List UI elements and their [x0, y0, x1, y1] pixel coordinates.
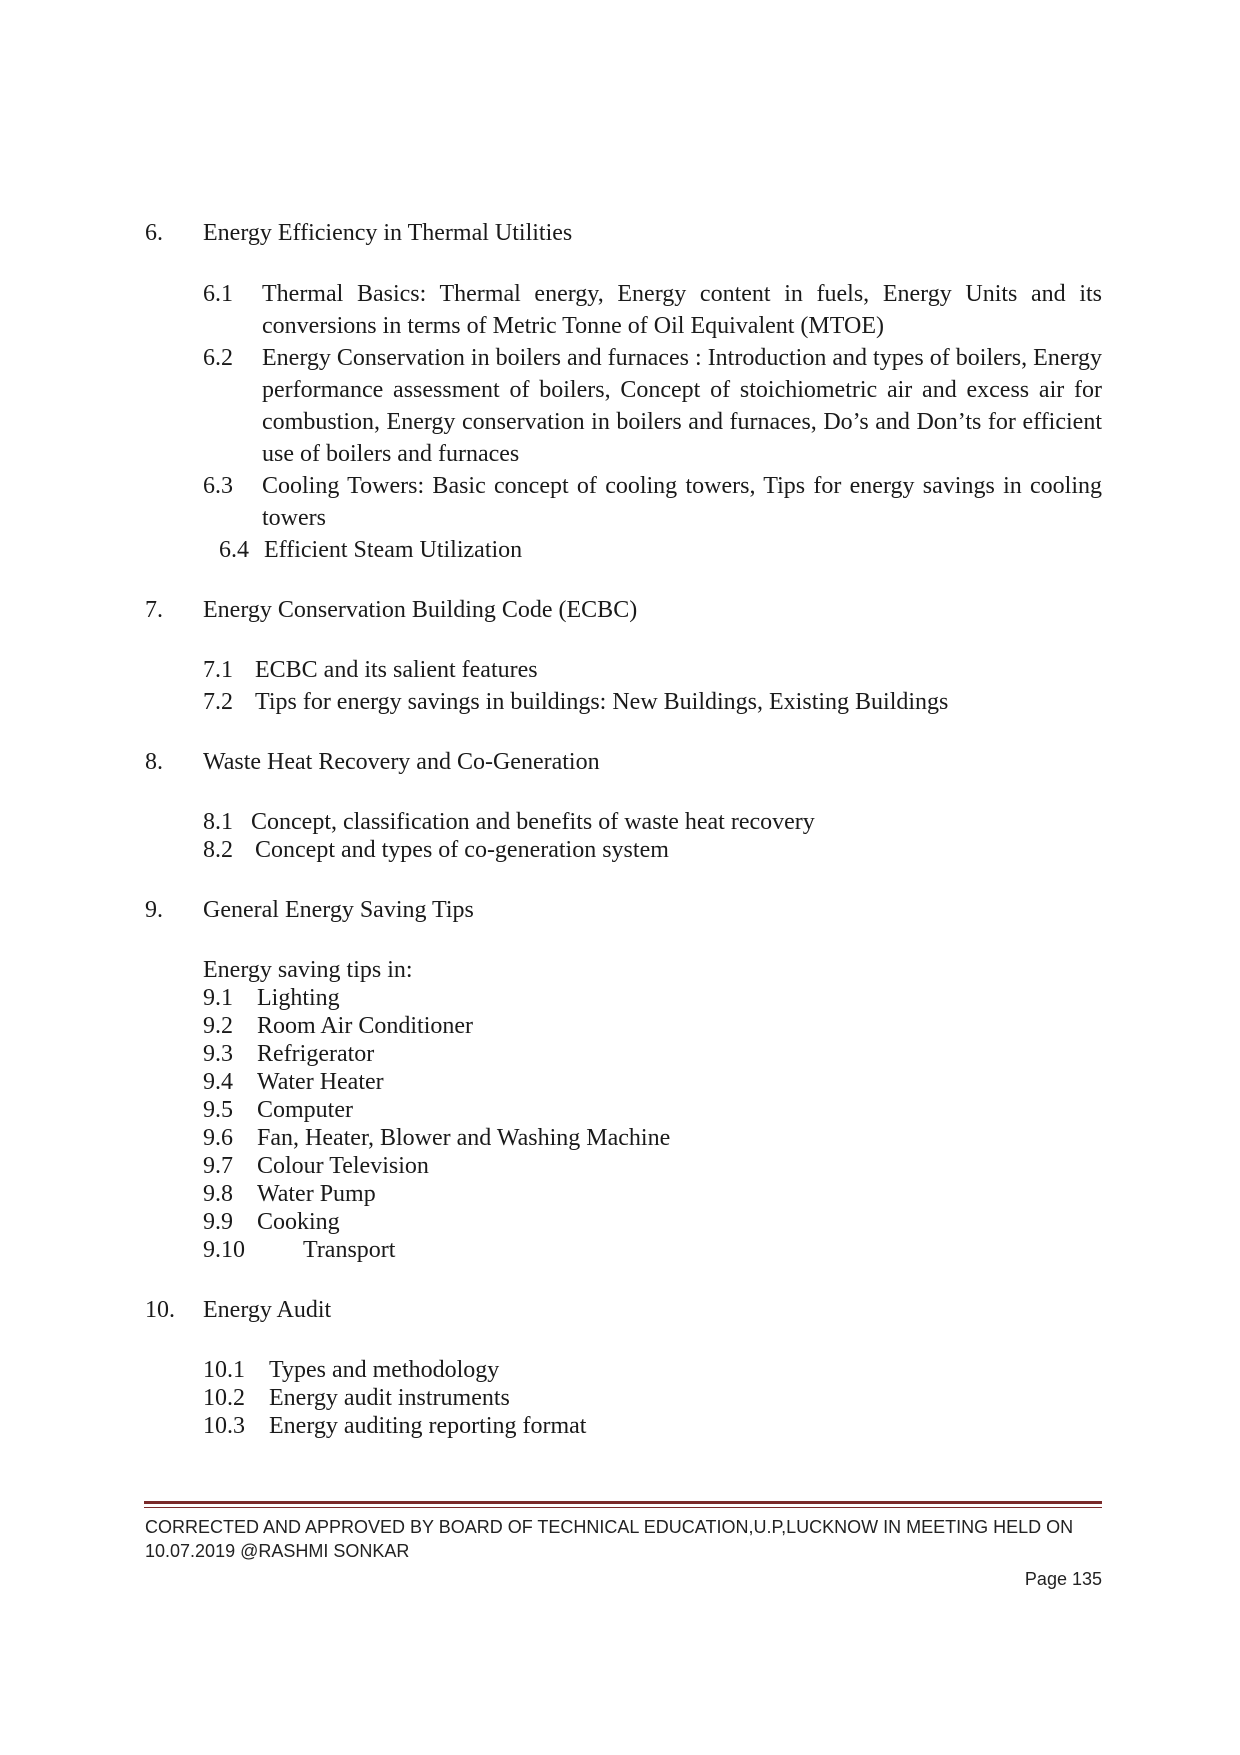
- item-9-1-text: Lighting: [257, 985, 340, 1011]
- section-7-number: 7.: [145, 597, 163, 623]
- section-9-number: 9.: [145, 897, 163, 923]
- item-9-10-number: 9.10: [203, 1237, 245, 1263]
- section-7-title: Energy Conservation Building Code (ECBC): [203, 597, 638, 623]
- item-6-1-text: Thermal Basics: Thermal energy, Energy content in fuels, Energy Units and its conversions in terms of Metric Tonne of Oil Equivalent (MTOE): [262, 281, 1102, 339]
- item-9-9-number: 9.9: [203, 1209, 233, 1235]
- item-6-2-number: 6.2: [203, 345, 233, 371]
- item-7-1-text: ECBC and its salient features: [255, 657, 538, 683]
- section-8-number: 8.: [145, 749, 163, 775]
- item-9-8-number: 9.8: [203, 1181, 233, 1207]
- item-9-6-number: 9.6: [203, 1125, 233, 1151]
- item-10-2-text: Energy audit instruments: [269, 1385, 510, 1411]
- item-10-3-text: Energy auditing reporting format: [269, 1413, 587, 1439]
- item-10-1-text: Types and methodology: [269, 1357, 500, 1383]
- item-8-1-text: Concept, classification and benefits of waste heat recovery: [251, 809, 815, 835]
- item-9-8-text: Water Pump: [257, 1181, 376, 1207]
- item-6-3-text: Cooling Towers: Basic concept of cooling towers, Tips for energy savings in cooling towers: [262, 473, 1102, 531]
- item-8-2-text: Concept and types of co-generation system: [255, 837, 669, 863]
- item-7-2-text: Tips for energy savings in buildings: New Buildings, Existing Buildings: [255, 689, 949, 715]
- item-9-1-number: 9.1: [203, 985, 233, 1011]
- item-6-4-number: 6.4: [219, 537, 249, 563]
- footer-rule-thin: [144, 1507, 1102, 1508]
- item-9-9-text: Cooking: [257, 1209, 340, 1235]
- item-9-3-number: 9.3: [203, 1041, 233, 1067]
- item-7-1-number: 7.1: [203, 657, 233, 683]
- item-6-4-text: Efficient Steam Utilization: [264, 537, 523, 563]
- item-9-4-text: Water Heater: [257, 1069, 384, 1095]
- item-6-3-number: 6.3: [203, 473, 233, 499]
- item-8-1-number: 8.1: [203, 809, 233, 835]
- item-7-2-number: 7.2: [203, 689, 233, 715]
- item-10-2-number: 10.2: [203, 1385, 245, 1411]
- footer-approval-line: CORRECTED AND APPROVED BY BOARD OF TECHNICAL EDUCATION,U.P,LUCKNOW IN MEETING HELD ON: [145, 1517, 1074, 1537]
- item-6-1-number: 6.1: [203, 281, 233, 307]
- footer-date-author: 10.07.2019 @RASHMI SONKAR: [145, 1541, 410, 1561]
- item-9-5-number: 9.5: [203, 1097, 233, 1123]
- item-9-2-number: 9.2: [203, 1013, 233, 1039]
- item-9-2-text: Room Air Conditioner: [257, 1013, 473, 1039]
- section-6-title: Energy Efficiency in Thermal Utilities: [203, 220, 573, 246]
- item-10-1-number: 10.1: [203, 1357, 245, 1383]
- item-9-7-number: 9.7: [203, 1153, 233, 1179]
- section-8-title: Waste Heat Recovery and Co-Generation: [203, 749, 600, 775]
- item-9-3-text: Refrigerator: [257, 1041, 375, 1067]
- section-6-number: 6.: [145, 220, 163, 246]
- page-number: Page 135: [1024, 1569, 1102, 1589]
- section-10-number: 10.: [145, 1297, 175, 1323]
- item-9-10-text: Transport: [303, 1237, 396, 1263]
- item-9-4-number: 9.4: [203, 1069, 233, 1095]
- item-6-2-text: Energy Conservation in boilers and furnaces : Introduction and types of boilers, Energy performance assessment of boilers, Concept of stoichiometric air and excess air for combustion, Energy conservation in boilers and furnaces, Do’s and Don’ts for efficient use of boilers and furnaces: [262, 345, 1102, 467]
- section-9-intro: Energy saving tips in:: [203, 957, 413, 983]
- item-8-2-number: 8.2: [203, 837, 233, 863]
- item-9-7-text: Colour Television: [257, 1153, 429, 1179]
- item-9-6-text: Fan, Heater, Blower and Washing Machine: [257, 1125, 671, 1151]
- section-9-title: General Energy Saving Tips: [203, 897, 474, 923]
- item-9-5-text: Computer: [257, 1097, 353, 1123]
- footer-rule-thick: [144, 1501, 1102, 1504]
- item-10-3-number: 10.3: [203, 1413, 245, 1439]
- section-10-title: Energy Audit: [203, 1297, 332, 1323]
